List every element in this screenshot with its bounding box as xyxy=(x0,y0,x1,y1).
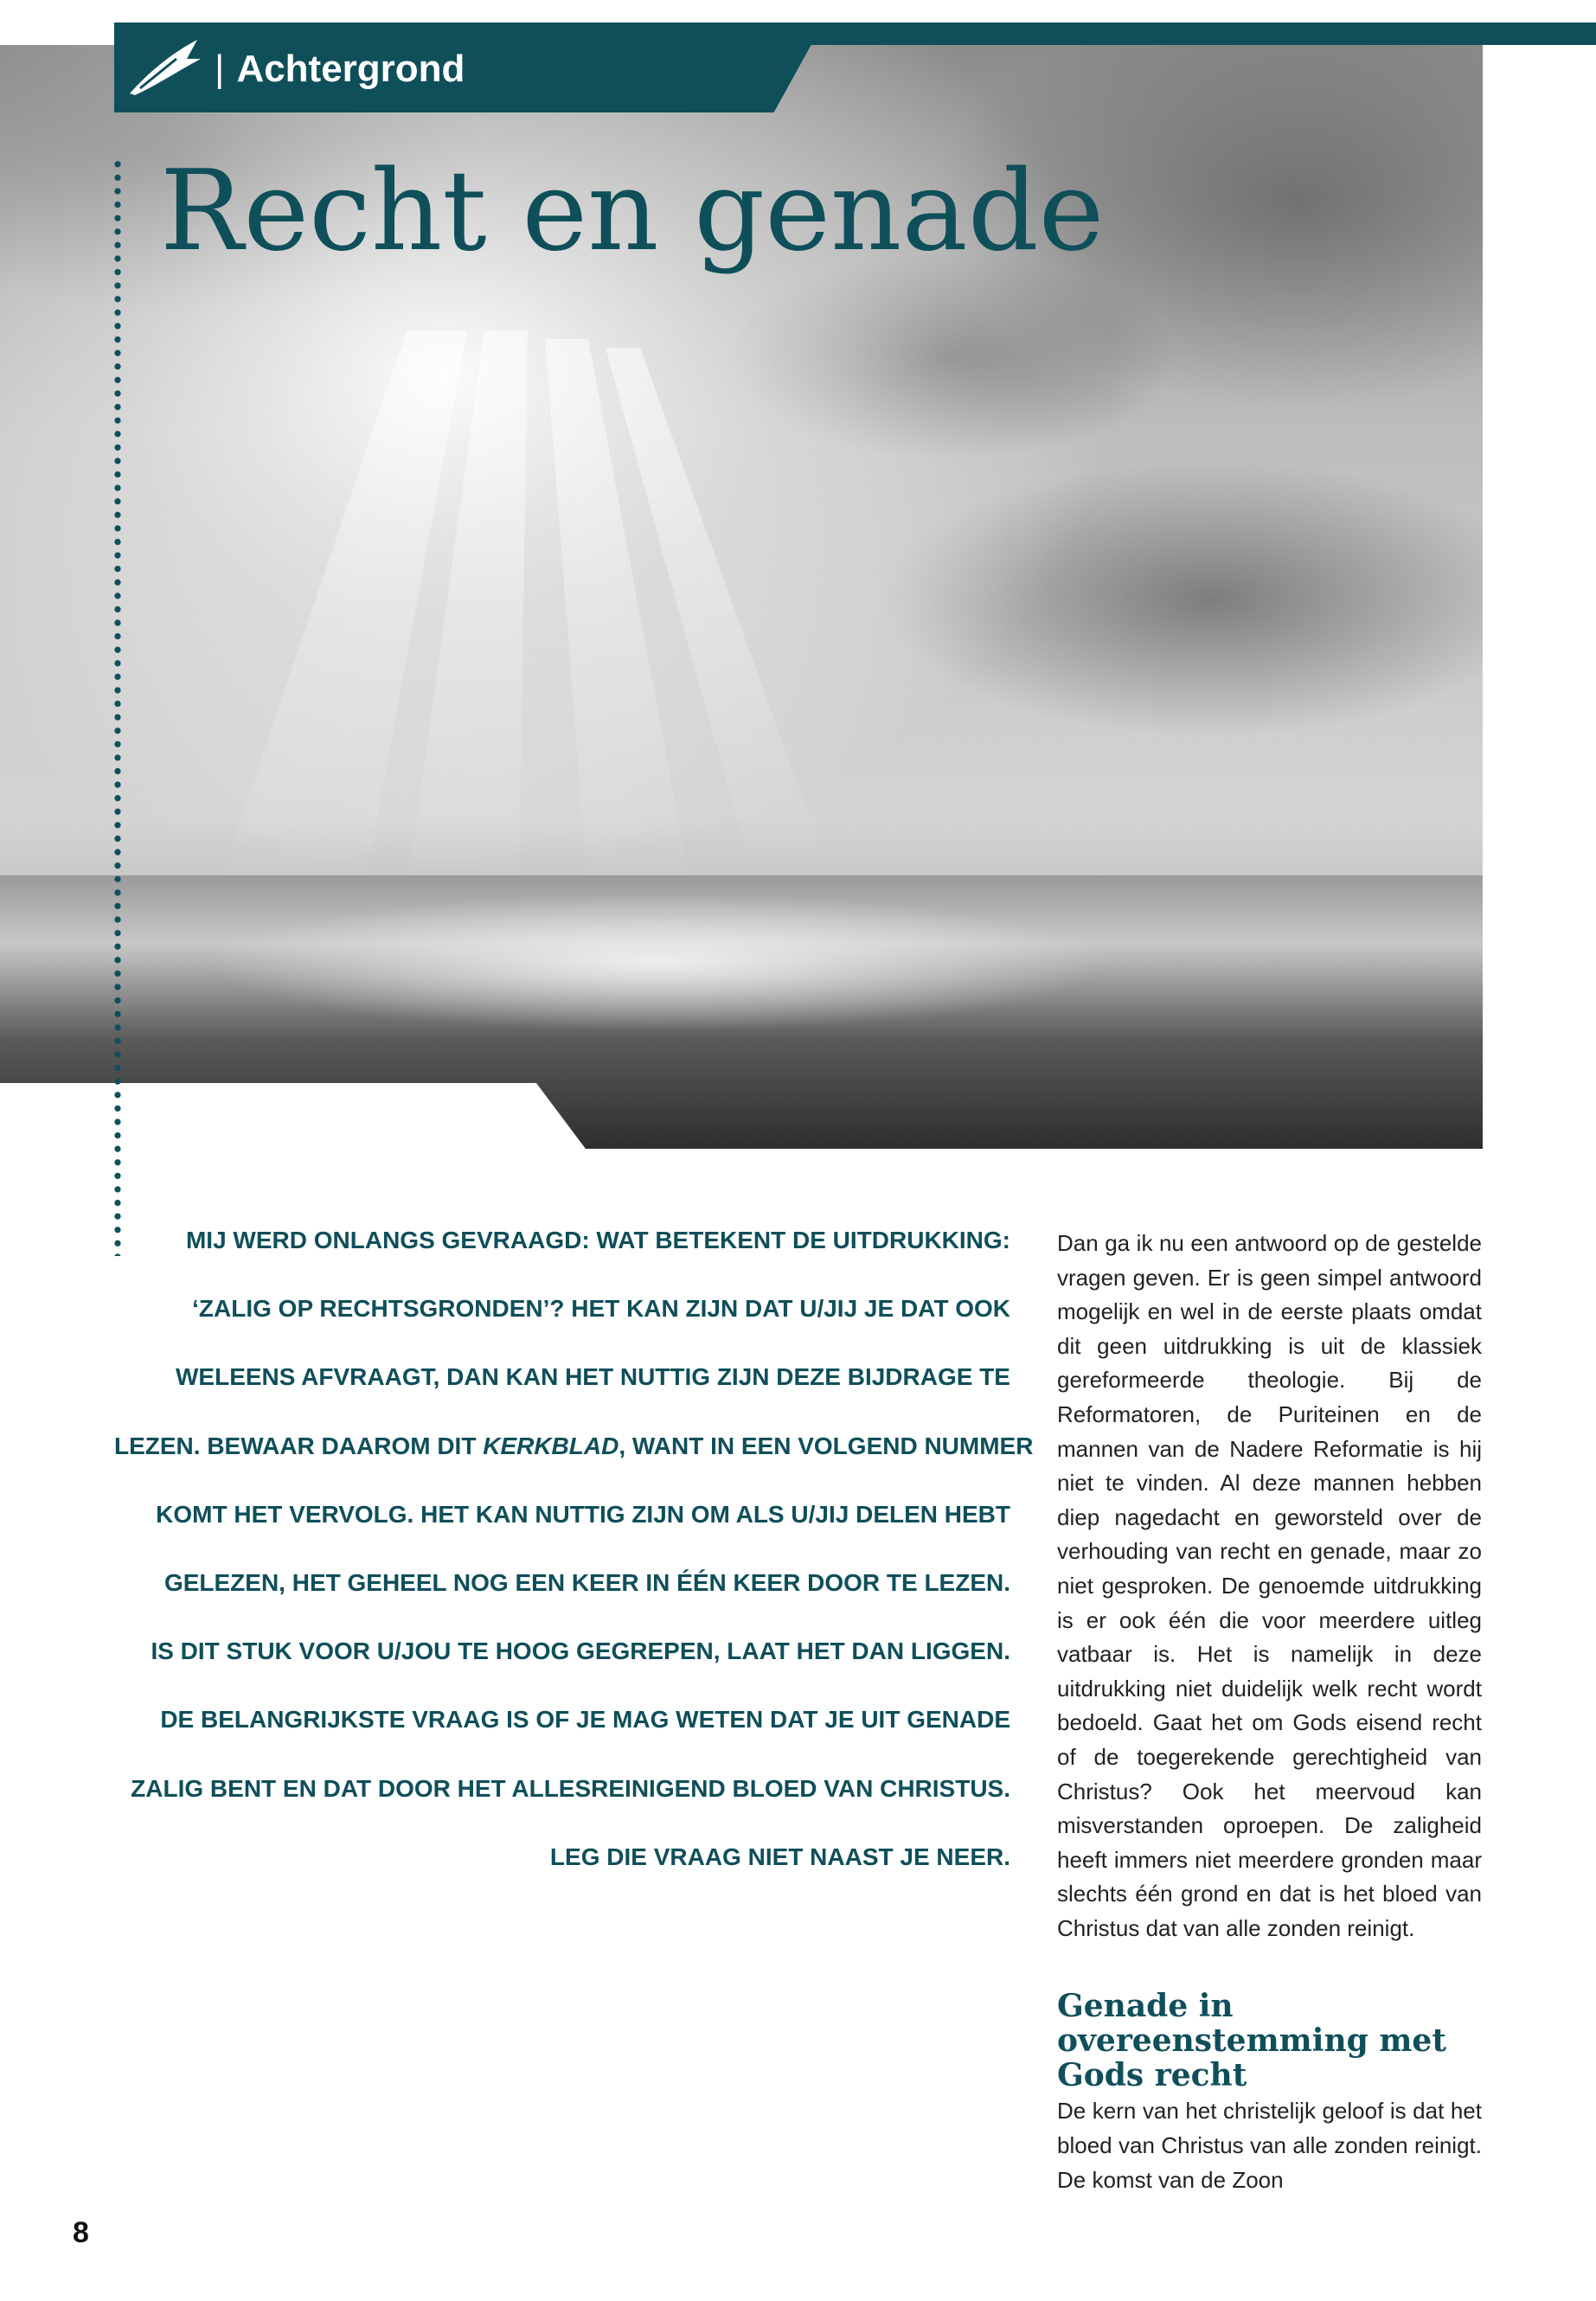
intro-line: MIJ WERD ONLANGS GEVRAAGD: WAT BETEKENT DE UITDRUKKING: xyxy=(185,1227,1010,1253)
intro-line: ‘ZALIG OP RECHTSGRONDEN’? HET KAN ZIJN DAT U/JIJ JE DAT OOK xyxy=(192,1295,1010,1323)
intro-line: LEZEN. BEWAAR DAAROM DIT KERKBLAD, WANT IN EEN VOLGEND NUMMER xyxy=(114,1432,1034,1459)
intro-line: KOMT HET VERVOLG. HET KAN NUTTIG ZIJN OM ALS U/JIJ DELEN HEBT xyxy=(156,1500,1010,1528)
feather-arrow-icon xyxy=(123,33,209,100)
intro-line: ZALIG BENT EN DAT DOOR HET ALLESREINIGEND BLOED VAN CHRISTUS. xyxy=(131,1774,1010,1802)
body-paragraph: De kern van het christelijk geloof is dat het bloed van Christus van alle zonden reinigt. De komst van de Zoon xyxy=(1057,2098,1482,2193)
intro-line: GELEZEN, HET GEHEEL NOG EEN KEER IN ÉÉN KEER DOOR TE LEZEN. xyxy=(163,1568,1010,1596)
intro-text xyxy=(114,1223,1034,1908)
publication-name: KERKBLAD xyxy=(483,1432,619,1459)
subheading: Genade in overeenstemming met Gods recht xyxy=(1057,1988,1446,2094)
intro-line: DE BELANGRIJKSTE VRAAG IS OF JE MAG WETEN DAT JE UIT GENADE xyxy=(160,1706,1010,1734)
section-label: | Achtergrond xyxy=(215,48,465,90)
body-column xyxy=(1057,1227,1482,2197)
dotted-rule xyxy=(114,157,121,1256)
intro-line: IS DIT STUK VOOR U/JOU TE HOOG GEGREPEN, LAAT HET DAN LIGGEN. xyxy=(151,1638,1010,1665)
page-title: Recht en genade xyxy=(160,147,1105,276)
intro-line: LEG DIE VRAAG NIET NAAST JE NEER. xyxy=(549,1843,1010,1870)
page-number: 8 xyxy=(73,2216,89,2249)
intro-line: WELEENS AFVRAAGT, DAN KAN HET NUTTIG ZIJN DEZE BIJDRAGE TE xyxy=(175,1363,1010,1391)
body-paragraph: Dan ga ik nu een antwoord op de gestelde vragen geven. Er is geen simpel antwoord mogelijk en wel in de eerste plaats omdat dit geen uitdrukking is uit de klassiek gereformeerde theologie. Bij de Reformatoren, de Puriteinen en de mannen van de Nadere Reformatie is hij niet te vinden. Al deze mannen hebben diep nagedacht en geworsteld over de verhouding van recht en genade, maar zo niet gesproken. De genoemde uitdrukking is er ook één die voor meerdere uitleg vatbaar is. Het is namelijk in deze uitdrukking niet duidelijk welk recht wordt bedoeld. Gaat het om Gods eisend recht of de toegerekende gerechtigheid van Christus? Ook het meervoud kan misverstanden oproepen. De zaligheid heeft immers niet meerdere gronden maar slechts één grond en dat is het bloed van Christus dat van alle zonden reinigt. xyxy=(1057,1230,1482,1941)
